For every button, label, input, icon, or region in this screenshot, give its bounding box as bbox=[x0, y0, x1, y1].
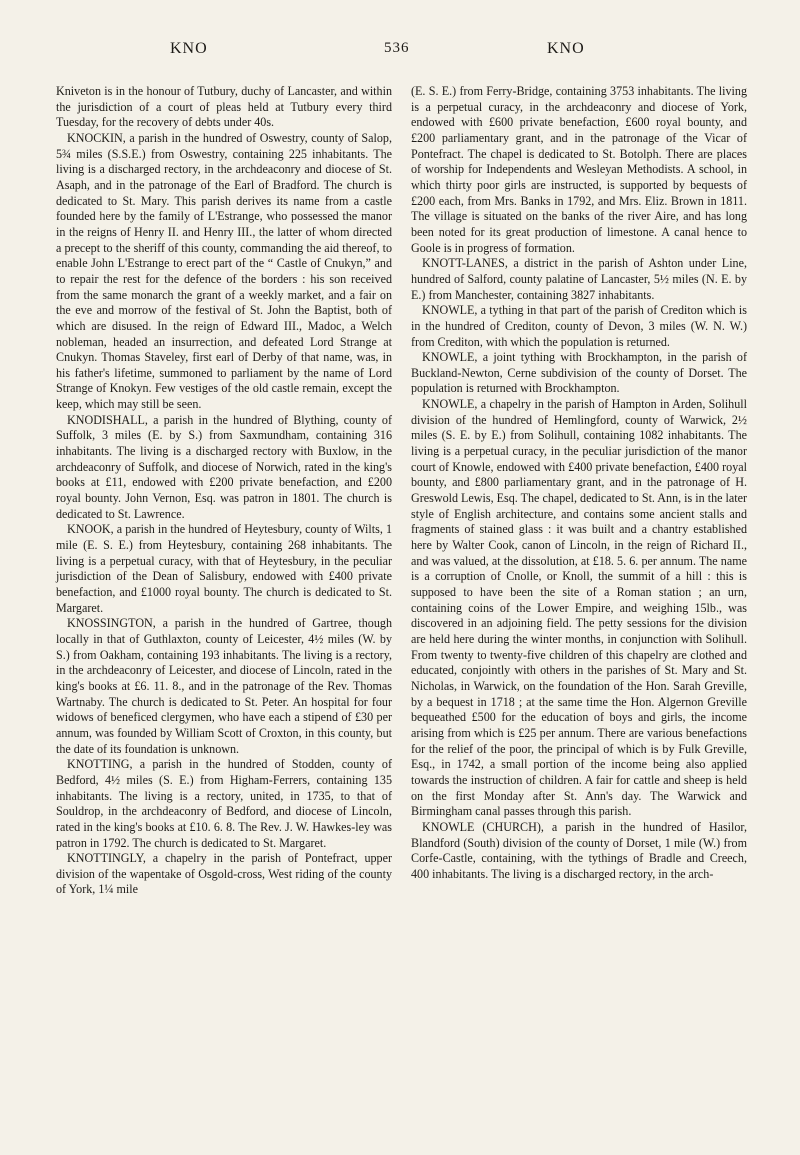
entry-knockin: KNOCKIN, a parish in the hundred of Oswestry, county of Salop, 5¾ miles (S.S.E.) from Oswestry, containing 225 inhabitants. The living is a discharged rectory, in the archdeaconry and diocese of St. Asaph, and in the patronage of the Earl of Bradford. The church is dedicated to St. Mary. This parish derives its name from a castle founded here by the family of L'Estrange, who possessed the manor in the reigns of Henry II. and Henry III., the latter of whom directed a precept to the sheriff of this county, commanding the aid thereof, to enable John L'Estrange to erect part of the “ Castle of Cnukyn,” and to repair the rest for the defence of the borders : his son received from the same monarch the grant of a weekly market, and a fair on the eve and morrow of the festival of St. John the Baptist, both of which are disused. In the reign of Edward III., Madoc, a Welch nobleman, headed an insurrection, and defeated Lord Strange at Cnukyn. Thomas Staveley, first earl of Derby of that name, was, in his father's lifetime, summoned to parliament by the name of Lord Strange of Knokyn. Few vestiges of the old castle remain, except the keep, which may still be seen. bbox=[56, 130, 392, 412]
entry-knowle-warwick: KNOWLE, a chapelry in the parish of Hampton in Arden, Solihull division of the hundred of Hemlingford, county of Warwick, 2½ miles (S. E. by E.) from Solihull, containing 1082 inhabitants. The living is a perpetual curacy, in the peculiar jurisdiction of the manor court of Knowle, endowed with £400 private benefaction, £400 royal bounty, and £800 parliamentary grant, and in the patronage of H. Greswold Lewis, Esq. The chapel, dedicated to St. Ann, is in the later style of English architecture, and contains some ancient stalls and fragments of stained glass : it was built and a chantry established here by Walter Cook, canon of Lincoln, in the reign of Richard II., and was valued, at the dissolution, at £18. 5. 6. per annum. The name is a corruption of Cnolle, or Knoll, the summit of a hill : this is supposed to have been the site of a Roman station ; an urn, containing coins of the Lower Empire, and weighing 15lb., was discovered in an adjoining field. The petty sessions for the division are held here during the winter months, in conjunction with Solihull. From twenty to twenty-five children of this chapelry are clothed and educated, conjointly with others in the parishes of St. Mary and St. Nicholas, in Warwick, on the foundation of the Hon. Sarah Greville, by a bequest in 1718 ; at the same time the Hon. Algernon Greville bequeathed £500 for the education of boys and girls, the income arising from which is £25 per annum. There are various benefactions for the relief of the poor, the principal of which is by Fulk Greville, Esq., in 1742, a small portion of the income being also applied towards the instruction of children. A fair for cattle and sheep is held on the first Monday after St. Ann's day. The Warwick and Birmingham canal passes through this parish. bbox=[411, 397, 747, 819]
left-column bbox=[56, 84, 392, 898]
entry-knottingly: KNOTTINGLY, a chapelry in the parish of Pontefract, upper division of the wapentake of Osgold-cross, West riding of the county of York, 1¼ mile bbox=[56, 851, 392, 897]
entry-knotting: KNOTTING, a parish in the hundred of Stodden, county of Bedford, 4½ miles (S. E.) from Higham-Ferrers, containing 135 inhabitants. The living is a rectory, united, in 1735, to that of Souldrop, in the archdeaconry of Bedford, and diocese of Lincoln, rated in the king's books at £10. 6. 8. The Rev. J. W. Hawkes-ley was patron in 1792. The church is dedicated to St. Margaret. bbox=[56, 757, 392, 850]
entry-knowle-church: KNOWLE (CHURCH), a parish in the hundred of Hasilor, Blandford (South) division of the county of Dorset, 1 mile (W.) from Corfe-Castle, containing, with the tythings of Bradle and Creech, 400 inhabitants. The living is a discharged rectory, in the arch- bbox=[411, 819, 747, 881]
entry-knottingly-continued: (E. S. E.) from Ferry-Bridge, containing 3753 inhabitants. The living is a perpetual curacy, in the archdeaconry and diocese of York, endowed with £600 private benefaction, £600 royal bounty, and £200 parliamentary grant, and in the patronage of the Vicar of Pontefract. The chapel is dedicated to St. Botolph. There are places of worship for Independents and Wesleyan Methodists. A school, in which thirty poor girls are instructed, is supported by bequests of £200 each, from Mrs. Banks in 1792, and Mrs. Eliz. Brown in 1811. The village is situated on the banks of the river Aire, and has long been noted for its great production of limestone. A canal hence to Goole is in progress of formation. bbox=[411, 84, 747, 255]
page-number: 536 bbox=[384, 40, 410, 56]
entry-knook: KNOOK, a parish in the hundred of Heytesbury, county of Wilts, 1 mile (E. S. E.) from Heytesbury, containing 268 inhabitants. The living is a perpetual curacy, with that of Heytesbury, in the peculiar jurisdiction of the Dean of Salisbury, endowed with £400 private benefaction, and £1000 royal bounty. The church is dedicated to St. Margaret. bbox=[56, 522, 392, 615]
right-column bbox=[411, 84, 747, 882]
entry-knowle-devon: KNOWLE, a tything in that part of the parish of Crediton which is in the hundred of Crediton, county of Devon, 3 miles (W. N. W.) from Crediton, with which the population is returned. bbox=[411, 303, 747, 349]
header-right-word: KNO bbox=[547, 40, 585, 57]
entry-knowle-dorset: KNOWLE, a joint tything with Brockhampton, in the parish of Buckland-Newton, Cerne subdivision of the county of Dorset. The population is returned with Brockhampton. bbox=[411, 350, 747, 396]
header-left-word: KNO bbox=[170, 40, 208, 57]
entry-knott-lanes: KNOTT-LANES, a district in the parish of Ashton under Line, hundred of Salford, county palatine of Lancaster, 5½ miles (N. E. by E.) from Manchester, containing 3827 inhabitants. bbox=[411, 256, 747, 302]
entry-kniveton-continued: Kniveton is in the honour of Tutbury, duchy of Lancaster, and within the jurisdiction of a court of pleas held at Tutbury every third Tuesday, for the recovery of debts under 40s. bbox=[56, 84, 392, 130]
entry-knodishall: KNODISHALL, a parish in the hundred of Blything, county of Suffolk, 3 miles (E. by S.) from Saxmundham, containing 316 inhabitants. The living is a discharged rectory with Buxlow, in the archdeaconry of Suffolk, and diocese of Norwich, rated in the king's books at £11, endowed with £200 private benefaction, and £200 royal bounty. John Vernon, Esq. was patron in 1801. The church is dedicated to St. Lawrence. bbox=[56, 412, 392, 521]
running-header bbox=[0, 40, 800, 70]
entry-knossington: KNOSSINGTON, a parish in the hundred of Gartree, though locally in that of Guthlaxton, county of Leicester, 4½ miles (W. by S.) from Oakham, containing 193 inhabitants. The living is a rectory, in the archdeaconry of Leicester, and diocese of Lincoln, rated in the king's books at £6. 11. 8., and in the patronage of the Rev. Thomas Wartnaby. The church is dedicated to St. Peter. An hospital for four widows of beneficed clergymen, who have each a stipend of £30 per annum, was founded by William Scott of Croxton, in this county, but the date of its foundation is unknown. bbox=[56, 616, 392, 756]
